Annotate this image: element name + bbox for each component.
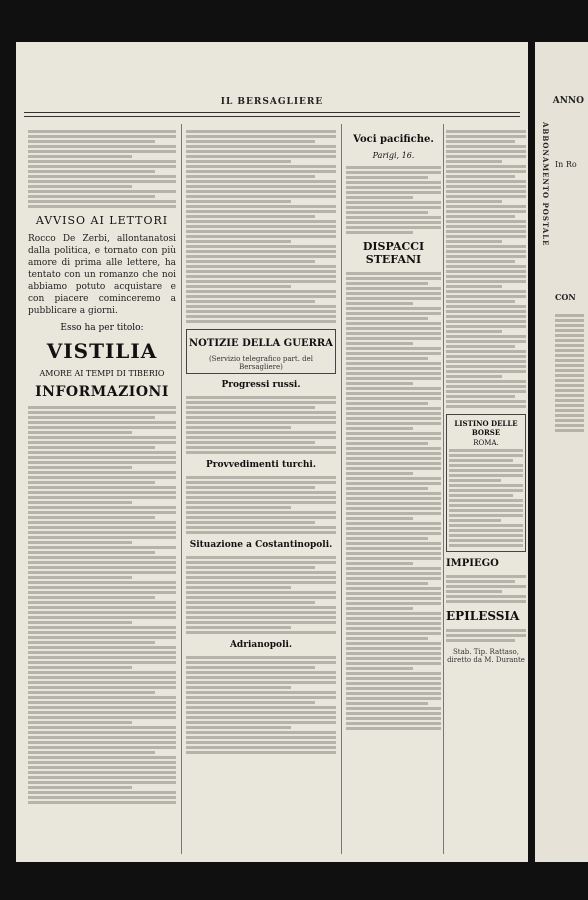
text-block (346, 166, 441, 234)
avviso-heading: AVVISO AI LETTORI (35, 214, 169, 227)
section-heading: Progressi russi. (221, 380, 301, 390)
text-block (186, 656, 336, 754)
text-block (346, 272, 441, 730)
newspaper-page (16, 42, 528, 862)
strip-text: In Ro (555, 160, 577, 169)
anno-label: ANNO (552, 96, 584, 106)
section-heading: Situazione a Costantinopoli. (189, 540, 333, 550)
text-block (186, 396, 336, 454)
column-divider (341, 124, 342, 854)
column-1 (28, 128, 176, 856)
text-block (186, 130, 336, 323)
avviso-body: Rocco De Zerbi, allontanatosi dalla politica, e tornato con più amore di prima alle lettere, ha tentato con un romanzo che noi abbiamo potuto acquistare e con piacere cominceremo a pubblicare a giorni. (28, 234, 176, 316)
column-divider (181, 124, 182, 854)
printer-credit: Stab. Tip. Rattaso, diretto da M. Durante (447, 648, 525, 664)
abbonamento-label: ABBONAMENTO POSTALE (541, 122, 550, 247)
dateline: Parigi, 16. (372, 151, 415, 160)
impiego-heading: IMPIEGO (446, 558, 499, 569)
section-heading: Adrianopoli. (229, 640, 293, 650)
text-block (446, 130, 526, 408)
voci-heading: Voci pacifiche. (353, 134, 434, 145)
novel-title: VISTILIA (46, 339, 158, 363)
header-rule-2 (24, 116, 520, 117)
war-news-subtitle: (Servizio telegrafico part. del Bersagliere) (208, 355, 314, 371)
informazioni-heading: INFORMAZIONI (35, 384, 169, 400)
epilessia-heading: EPILESSIA (446, 609, 520, 623)
section-heading: Provvedimenti turchi. (206, 460, 316, 470)
esso-line: Esso ha per titolo: (60, 323, 144, 333)
roma-heading: ROMA. (473, 439, 499, 447)
strip-text: CON (555, 292, 576, 302)
text-block (446, 575, 526, 603)
dispacci-heading: DISPACCI STEFANI (362, 240, 425, 266)
listino-box (446, 414, 526, 552)
column-3 (346, 128, 441, 856)
text-block (28, 406, 176, 804)
strip-text-block (555, 312, 584, 434)
column-4 (446, 128, 526, 856)
listino-heading: LISTINO DELLE BORSE (454, 419, 518, 437)
adjacent-page-strip (535, 42, 588, 862)
text-block (186, 556, 336, 634)
header-rule (24, 112, 520, 113)
text-block (186, 476, 336, 534)
masthead: IL BERSAGLIERE (220, 97, 324, 107)
novel-subtitle: AMORE AI TEMPI DI TIBERIO (39, 369, 165, 378)
text-block (28, 130, 176, 208)
war-news-box (186, 329, 336, 374)
column-divider (443, 124, 444, 854)
column-2 (186, 128, 336, 856)
text-block (446, 629, 526, 642)
war-news-title: NOTIZIE DELLA GUERRA (189, 338, 333, 349)
